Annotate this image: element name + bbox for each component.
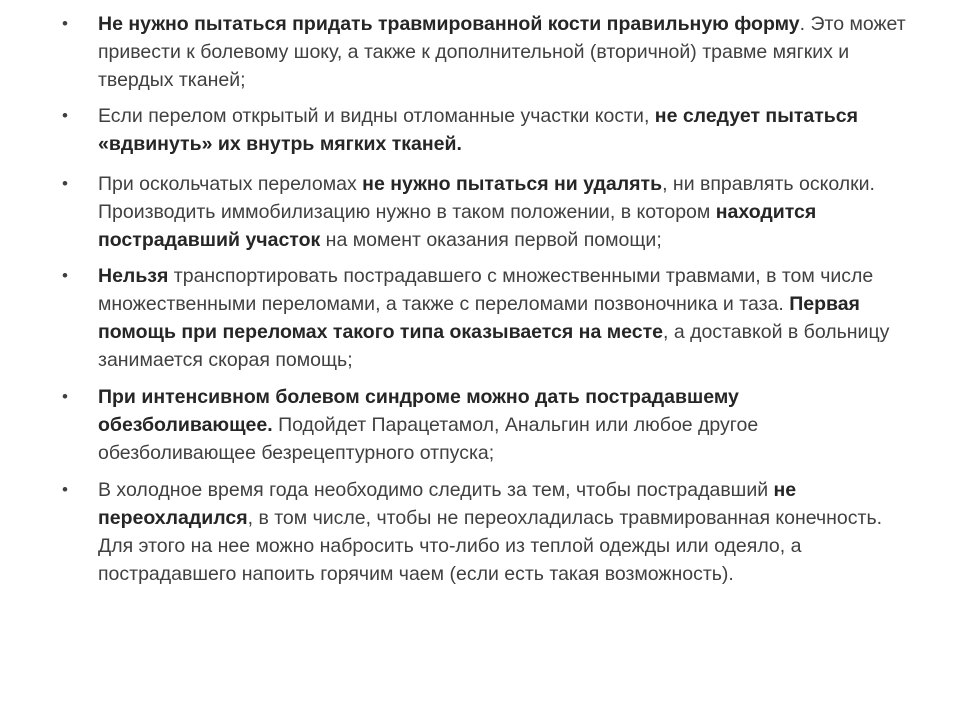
regular-text: , а доставкой в больницу занимается скорая помощь; [98, 321, 890, 371]
bullet-text [98, 10, 912, 94]
bullet-icon: • [62, 106, 68, 125]
regular-text: Подойдет Парацетамол, Анальгин или любое другое обезболивающее безрецептурного отпуска; [98, 414, 759, 464]
bullet-icon: • [62, 174, 68, 193]
bold-text: При интенсивном болевом синдроме можно дать пострадавшему обезболивающее. [98, 386, 739, 436]
bold-text: Не нужно пытаться придать травмированной кости правильную форму [98, 13, 800, 35]
bullet-item-5 [62, 383, 912, 467]
regular-text: , в том числе, чтобы не переохладилась травмированная конечность. Для этого на нее можно набросить что-либо из теплой одежды или одеяло, а пострадавшего напоить горячим чаем (если есть такая возможность). [98, 507, 883, 585]
bullet-text [98, 170, 912, 254]
regular-text: , ни вправлять осколки. Производить иммобилизацию нужно в таком положении, в котором [98, 173, 875, 223]
bullet-icon: • [62, 480, 68, 499]
bullet-icon: • [62, 266, 68, 285]
regular-text: Если перелом открытый и видны отломанные участки кости, [98, 105, 655, 127]
regular-text: на момент оказания первой помощи; [320, 229, 662, 251]
bullet-item-6 [62, 476, 912, 588]
bullet-item-3 [62, 170, 912, 254]
bold-text: Первая помощь при переломах такого типа оказывается на месте [98, 293, 860, 343]
bold-text: не следует пытаться «вдвинуть» их внутрь мягких тканей. [98, 105, 859, 155]
bullet-text [98, 102, 912, 158]
bullet-text [98, 383, 912, 467]
regular-text: В холодное время года необходимо следить за тем, чтобы пострадавший [98, 479, 774, 501]
bullet-icon: • [62, 387, 68, 406]
bold-text: Нельзя [98, 265, 169, 287]
bullet-text [98, 262, 912, 374]
bullet-icon: • [62, 14, 68, 33]
bullet-item-4 [62, 262, 912, 374]
regular-text: При оскольчатых переломах [98, 173, 363, 195]
regular-text: . Это может привести к болевому шоку, а также к дополнительной (вторичной) травме мягких и твердых тканей; [98, 13, 906, 91]
regular-text: транспортировать пострадавшего с множественными травмами, в том числе множественными переломами, а также с переломами позвоночника и таза. [98, 265, 874, 315]
bold-text: не переохладился [98, 479, 797, 529]
bullet-text [98, 476, 912, 588]
bullet-list [62, 10, 912, 588]
bold-text: находится пострадавший участок [98, 201, 817, 251]
bullet-item-2 [62, 102, 912, 158]
bold-text: не нужно пытаться ни удалять [362, 173, 663, 195]
bullet-item-1 [62, 10, 912, 94]
